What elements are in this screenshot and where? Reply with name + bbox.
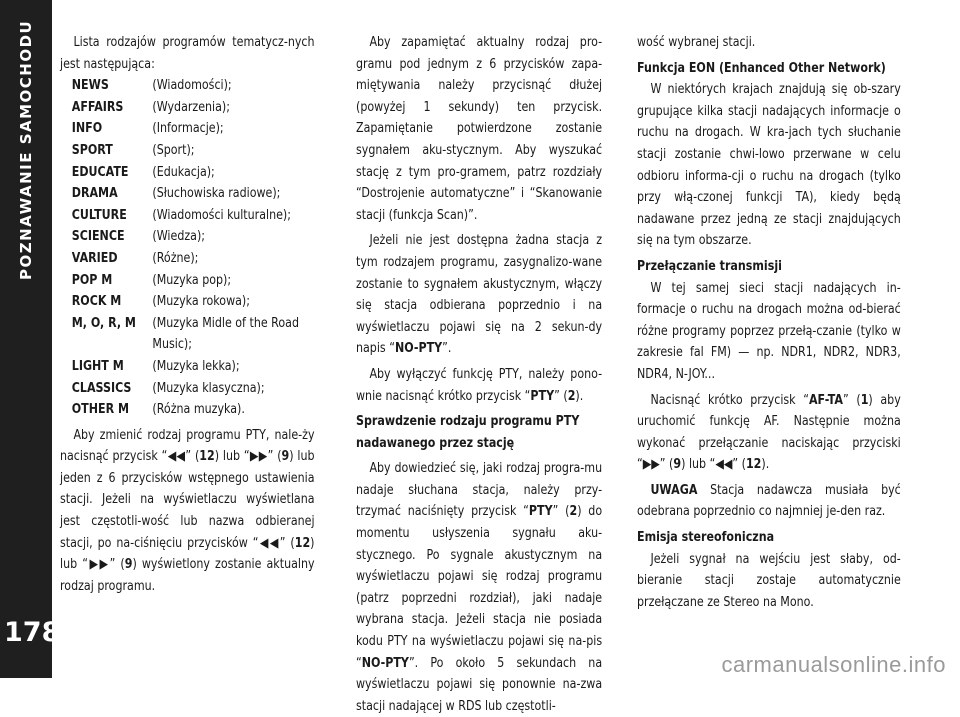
- button-number: 9: [673, 457, 682, 473]
- rewind-icon: ◀◀: [167, 449, 186, 465]
- fast-forward-icon: ▶▶: [87, 557, 110, 573]
- pty-desc: (Muzyka lekka);: [152, 358, 240, 374]
- pty-row: [60, 118, 315, 140]
- text-span: ” (: [554, 388, 568, 404]
- pty-desc: (Informacje);: [152, 121, 224, 137]
- button-number: 2: [567, 388, 576, 404]
- pty-desc: (Wiadomości);: [152, 78, 232, 94]
- pty-desc: (Muzyka rokowa);: [152, 294, 250, 310]
- eon-paragraph: W niektórych krajach znajdują się ob-szary grupujące kilka stacji nadających informacje o ruchu na drogach. W kra-jach tych słuchanie stacji zostanie chwi-lowo przerwane w celu odbioru informa-cji o ruchu na drogach (tylko przy włą-czonej funkcji TA), kiedy będą nadawane przez jedną ze stacji znajdujących się na tym obszarze.: [637, 82, 901, 249]
- button-number: 1: [860, 392, 869, 408]
- pty-code: OTHER M: [71, 402, 129, 418]
- text-span: Aby zmienić rodzaj programu PTY, nale-ży nacisnąć przycisk “: [60, 427, 315, 465]
- text-span: ) lub jeden z 6 przycisków wstępnego ustawienia stacji. Jeżeli na wyświetlaczu wyświetlana jest częstotli-wość lub nazwa odbieranej stacji, po na-ciśnięciu przycisków “: [60, 449, 315, 551]
- pty-row: [60, 399, 315, 421]
- check-pty-paragraph: [356, 458, 602, 717]
- text-span: ).: [761, 457, 770, 473]
- display-message: NO-PTY: [361, 655, 409, 671]
- pty-desc: (Wiedza);: [152, 229, 206, 245]
- button-number: 9: [281, 449, 290, 465]
- button-label: PTY: [530, 388, 555, 404]
- text-span: ” (: [552, 504, 570, 520]
- text-span: ) lub “: [681, 457, 716, 473]
- pty-desc: (Edukacja);: [152, 164, 215, 180]
- text-span: ” (: [659, 457, 674, 473]
- watermark: carmanualsonline.info: [721, 652, 946, 677]
- section-heading: Przełączanie transmisji: [637, 258, 782, 274]
- button-number: 12: [199, 449, 215, 465]
- text-span: ” (: [185, 449, 200, 465]
- display-message: NO-PTY: [394, 341, 443, 357]
- text-span: Aby wyłączyć funkcję PTY, należy pono-wnie nacisnąć krótko przycisk “: [356, 366, 603, 404]
- text-span: ”. Po około 5 sekundach na wyświetlaczu pojawi się ponownie na-zwa stacji nadającej w RDS lub częstotli-: [356, 655, 603, 714]
- button-label: AF-TA: [808, 392, 844, 408]
- fast-forward-icon: ▶▶: [249, 449, 268, 465]
- pty-desc: (Słuchowiska radiowe);: [152, 186, 281, 202]
- pty-row: [60, 140, 315, 162]
- column-1: [60, 32, 315, 597]
- text-span: ” (: [109, 557, 125, 573]
- pty-change-paragraph: [60, 425, 315, 598]
- pty-row: [60, 248, 315, 270]
- rewind-icon: ◀◀: [258, 535, 280, 551]
- pty-row: [60, 162, 315, 184]
- rewind-icon: ◀◀: [715, 457, 733, 473]
- pty-code: ROCK M: [71, 294, 122, 310]
- pty-code: CULTURE: [71, 207, 127, 223]
- column-3: [637, 32, 901, 613]
- pty-code: SCIENCE: [71, 229, 125, 245]
- fast-forward-icon: ▶▶: [642, 457, 660, 473]
- continued-text: wość wybranej stacji.: [637, 35, 756, 50]
- af-paragraph: [637, 390, 901, 476]
- pty-code: CLASSICS: [71, 380, 132, 396]
- no-station-paragraph: [356, 230, 602, 360]
- pty-code: INFO: [71, 121, 103, 137]
- switch-paragraph: W tej samej sieci stacji nadających in-formacje o ruchu na drogach można od-bierać różne programy poprzez przełą-czanie (tylko w zakresie fal FM) — np. NDR1, NDR2, NDR3, NDR4, N-JOY...: [637, 280, 901, 382]
- pty-desc: (Wydarzenia);: [152, 99, 230, 115]
- section-label: POZNAWANIE SAMOCHODU: [17, 19, 35, 280]
- pty-desc: (Różne);: [152, 250, 199, 266]
- pty-desc: (Różna muzyka).: [152, 402, 245, 418]
- text-span: Nacisnąć krótko przycisk “: [650, 392, 809, 408]
- text-span: ) do momentu usłyszenia sygnału aku-stycznego. Po sygnale akustycznym na wyświetlaczu pojawi się rodzaj programu (patrz poprzedni rozdział), jaki nadaje wybrana stacja. Jeżeli stacja nie posiada kodu PTY na wyświetlaczu pojawi się na-pis “: [356, 504, 603, 671]
- text-span: Aby dowiedzieć się, jaki rodzaj progra-mu nadaje słuchana stacja, należy przy-trzymać naciśnięty przycisk “: [356, 461, 603, 520]
- memory-paragraph: Aby zapamiętać aktualny rodzaj pro-gramu pod jednym z 6 przycisków zapa-miętywania należy przycisnąć dłużej (powyżej 1 sekundy) ten przycisk. Zapamiętanie potwierdzone zostanie sygnałem aku-stycznym. Aby wyszukać stację z tym pro-gramem, patrz rozdziały “Dostrojenie automatyczne” i “Skanowanie stacji (funkcja Scan)”.: [356, 35, 603, 223]
- pty-row: [60, 291, 315, 313]
- warning-label: UWAGA: [650, 482, 698, 498]
- text-span: ) lub “: [214, 449, 250, 465]
- text-span: ” (: [843, 392, 861, 408]
- pty-desc: (Muzyka klasyczna);: [152, 380, 265, 396]
- pty-row: [60, 75, 315, 97]
- button-number: 2: [569, 504, 578, 520]
- pty-code: POP M: [71, 272, 113, 288]
- pty-row: [60, 205, 315, 227]
- text-span: ” (: [279, 535, 295, 551]
- section-heading: Emisja stereofoniczna: [637, 530, 775, 546]
- text-span: Stacja nadawcza musiała być odebrana poprzednio co najmniej je-den raz.: [637, 482, 901, 520]
- warning-paragraph: [637, 480, 901, 523]
- text-span: ) aby uruchomić funkcję AF. Następnie można wykonać przełączanie naciskając przyciski “: [637, 392, 901, 473]
- pty-list: [60, 75, 315, 421]
- pty-code: LIGHT M: [71, 358, 124, 374]
- pty-code: M, O, R, M: [71, 315, 136, 331]
- button-number: 9: [124, 557, 133, 573]
- button-label: PTY: [528, 504, 553, 520]
- pty-desc: (Muzyka pop);: [152, 272, 232, 288]
- text-span: ” (: [267, 449, 282, 465]
- pty-row: [60, 226, 315, 248]
- pty-code: EDUCATE: [71, 164, 129, 180]
- pty-row: [60, 270, 315, 292]
- pty-row: [60, 183, 315, 205]
- pty-code: NEWS: [71, 78, 109, 94]
- pty-off-paragraph: [356, 364, 602, 407]
- page-number: 178: [4, 617, 61, 648]
- pty-desc: (Muzyka Midle of the Road Music);: [152, 315, 299, 353]
- pty-code: SPORT: [71, 142, 113, 158]
- text-span: ).: [575, 388, 584, 404]
- pty-desc: (Sport);: [152, 142, 195, 158]
- pty-row: [60, 378, 315, 400]
- pty-code: VARIED: [71, 250, 118, 266]
- section-heading: Funkcja EON (Enhanced Other Network): [637, 60, 886, 76]
- text-span: ”.: [442, 341, 452, 357]
- pty-desc: (Wiadomości kulturalne);: [152, 207, 291, 223]
- button-number: 12: [294, 535, 311, 551]
- stereo-paragraph: Jeżeli sygnał na wejściu jest słaby, od-bieranie stacji zostaje automatycznie przełączane ze Stereo na Mono.: [637, 551, 901, 610]
- section-sidebar: [0, 0, 61, 678]
- pty-row: [60, 313, 315, 356]
- text-span: ) lub “: [60, 535, 315, 573]
- pty-intro: Lista rodzajów programów tematycz-nych jest następująca:: [60, 35, 315, 72]
- section-heading: Sprawdzenie rodzaju programu PTY nadawanego przez stację: [356, 414, 580, 451]
- text-span: ” (: [732, 457, 746, 473]
- button-number: 12: [745, 457, 762, 473]
- pty-row: [60, 97, 315, 119]
- pty-code: AFFAIRS: [71, 99, 124, 115]
- pty-row: [60, 356, 315, 378]
- text-span: Jeżeli nie jest dostępna żadna stacja z tym rodzajem programu, zasygnalizo-wane zostanie to sygnałem akustycznym, włączy się stacja odbierana poprzednio i na wyświetlaczu pojawi się na 2 sekun-dy napis “: [356, 233, 603, 357]
- pty-code: DRAMA: [71, 186, 118, 202]
- column-2: [356, 32, 602, 717]
- text-span: ) wyświetlony zostanie aktualny rodzaj programu.: [60, 557, 315, 594]
